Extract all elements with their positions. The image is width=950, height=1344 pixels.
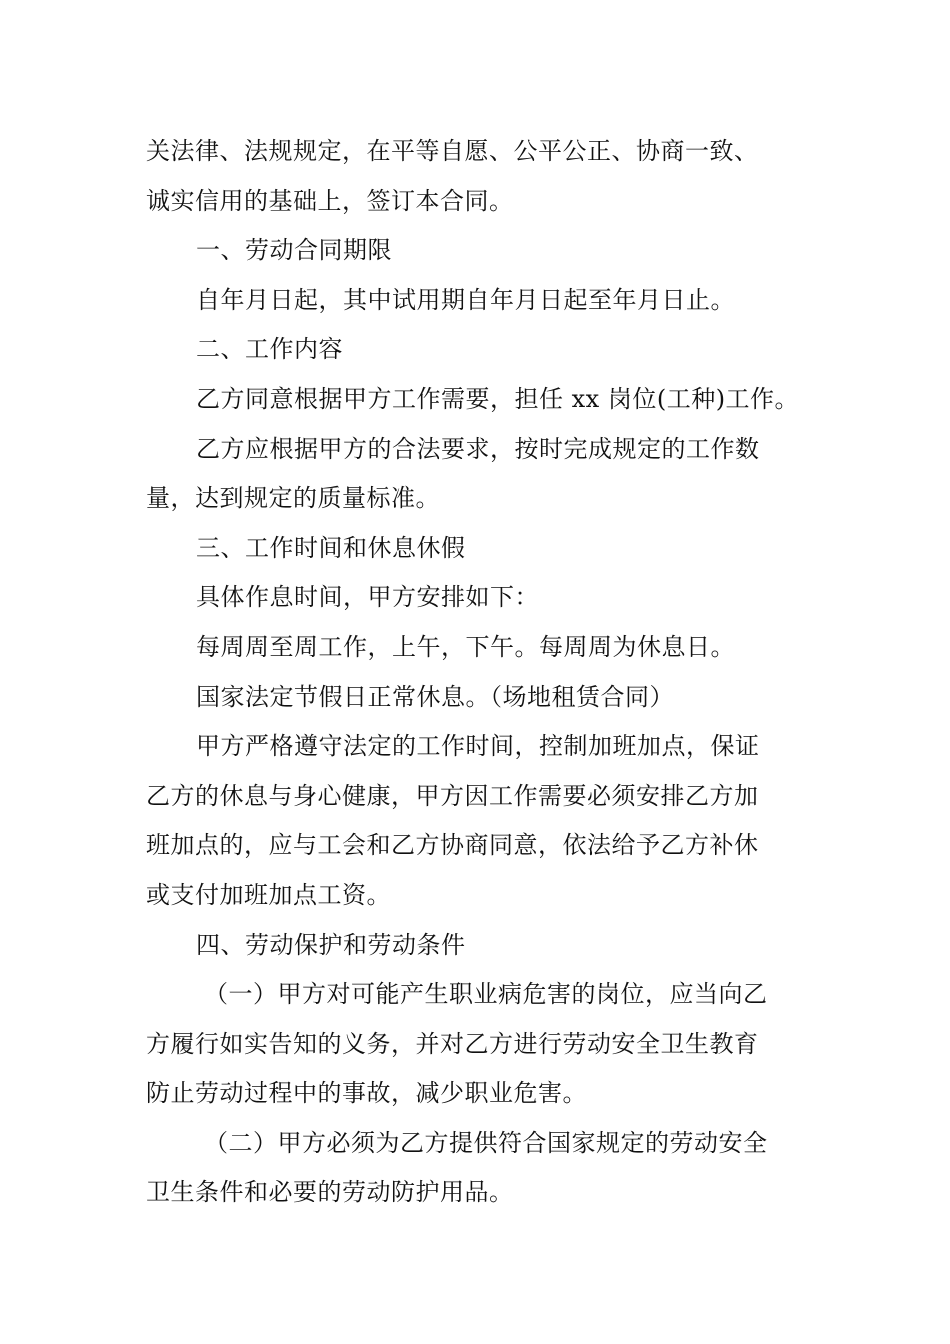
section-heading-2: 二、工作内容 — [196, 335, 343, 364]
text-line-22: 卫生条件和必要的劳动防护用品。 — [146, 1178, 514, 1207]
section-heading-4: 四、劳动保护和劳动条件 — [196, 930, 466, 959]
section-heading-3: 三、工作时间和休息休假 — [196, 533, 466, 562]
text-line-18: （一）甲方对可能产生职业病危害的岗位，应当向乙 — [204, 980, 768, 1009]
text-line-8: 量，达到规定的质量标准。 — [146, 484, 440, 513]
text-line-20: 防止劳动过程中的事故，减少职业危害。 — [146, 1079, 587, 1108]
section-heading-1: 一、劳动合同期限 — [196, 236, 392, 265]
text-line-13: 甲方严格遵守法定的工作时间，控制加班加点，保证 — [196, 732, 760, 761]
text-line-2: 诚实信用的基础上，签订本合同。 — [146, 186, 514, 215]
document-body — [146, 127, 826, 1218]
text-line-21: （二）甲方必须为乙方提供符合国家规定的劳动安全 — [204, 1128, 768, 1157]
text-line-1: 关法律、法规规定，在平等自愿、公平公正、协商一致、 — [146, 137, 759, 165]
text-line-11: 每周周至周工作，上午，下午。每周周为休息日。 — [196, 632, 735, 661]
text-line-19: 方履行如实告知的义务，并对乙方进行劳动安全卫生教育 — [146, 1029, 759, 1058]
text-line-16: 或支付加班加点工资。 — [146, 880, 391, 909]
text-line-10: 具体作息时间，甲方安排如下： — [196, 583, 539, 612]
text-line-12: 国家法定节假日正常休息。（场地租赁合同） — [196, 682, 674, 711]
text-line-14: 乙方的休息与身心健康，甲方因工作需要必须安排乙方加 — [146, 781, 759, 810]
text-line-4: 自年月日起，其中试用期自年月日起至年月日止。 — [196, 285, 735, 314]
text-line-6: 乙方同意根据甲方工作需要，担任 xx 岗位(工种)工作。 — [196, 384, 800, 413]
text-line-7: 乙方应根据甲方的合法要求，按时完成规定的工作数 — [196, 434, 760, 463]
text-line-15: 班加点的，应与工会和乙方协商同意，依法给予乙方补休 — [146, 831, 759, 860]
